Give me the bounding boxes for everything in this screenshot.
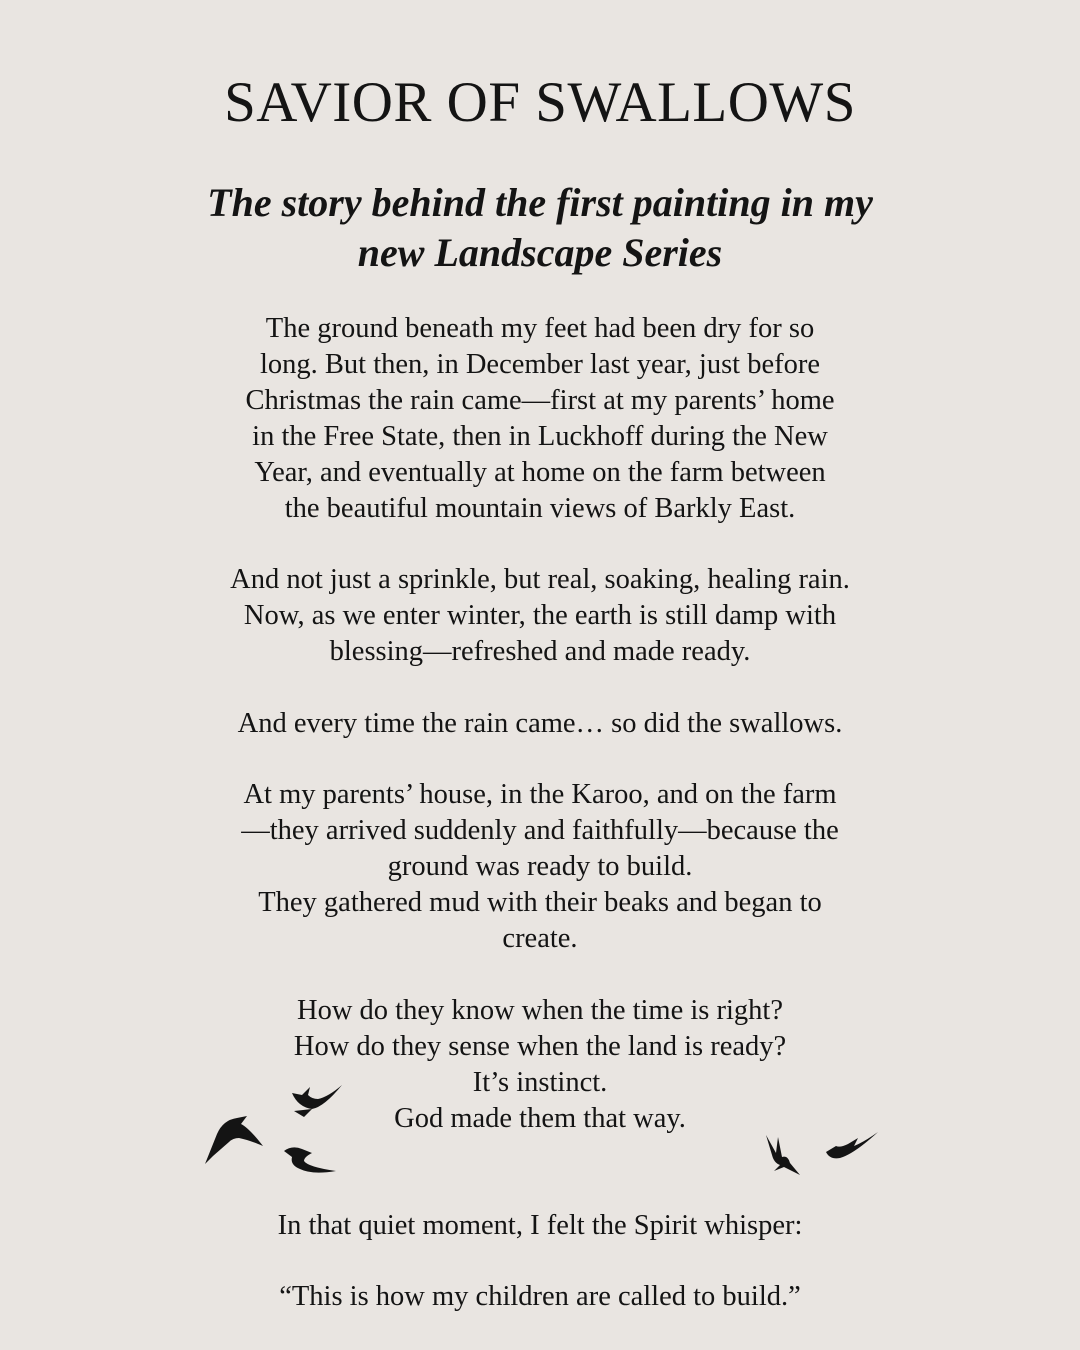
paragraph-they-arrived: [150, 777, 930, 957]
page-title: SAVIOR OF SWALLOWS: [224, 71, 856, 134]
text-line: And every time the rain came… so did the swallows.: [237, 708, 843, 739]
subtitle-line: new Landscape Series: [357, 230, 723, 275]
paragraph-healing-rain: [150, 562, 930, 670]
paragraph-spirit-whisper: [150, 1208, 930, 1244]
text-line: create.: [502, 923, 578, 954]
text-line: How do they sense when the land is ready?: [293, 1031, 787, 1062]
text-line: They gathered mud with their beaks and began to: [258, 887, 822, 918]
text-line: blessing—refreshed and made ready.: [329, 636, 751, 667]
text-line: ground was ready to build.: [387, 851, 693, 882]
swallow-silhouette-icon: [824, 1130, 880, 1162]
paragraph-swallows-came: [150, 706, 930, 742]
text-line: long. But then, in December last year, just before: [260, 349, 820, 380]
closing-quote: [150, 1279, 930, 1315]
swallow-silhouette-icon: [282, 1143, 338, 1175]
text-line: the beautiful mountain views of Barkly East.: [284, 493, 796, 524]
text-line: “This is how my children are called to build.”: [279, 1281, 801, 1312]
paragraph-instinct: [150, 993, 930, 1137]
text-line: It’s instinct.: [472, 1067, 608, 1098]
text-line: How do they know when the time is right?: [296, 995, 783, 1026]
subtitle-line: The story behind the first painting in my: [207, 180, 873, 225]
text-line: in the Free State, then in Luckhoff during the New: [252, 421, 828, 452]
text-line: And not just a sprinkle, but real, soaking, healing rain.: [230, 564, 850, 595]
paragraph-dry-ground: [150, 311, 930, 527]
text-line: —they arrived suddenly and faithfully—because the: [241, 815, 839, 846]
text-line: At my parents’ house, in the Karoo, and on the farm: [243, 779, 837, 810]
text-line: In that quiet moment, I felt the Spirit whisper:: [277, 1210, 803, 1241]
text-line: Christmas the rain came—first at my parents’ home: [245, 385, 835, 416]
text-line: God made them that way.: [394, 1103, 686, 1134]
text-line: Now, as we enter winter, the earth is still damp with: [243, 600, 837, 631]
text-line: Year, and eventually at home on the farm between: [254, 457, 826, 488]
text-line: The ground beneath my feet had been dry for so: [265, 313, 815, 344]
swallow-silhouette-icon: [203, 1112, 265, 1166]
subtitle: [140, 178, 940, 278]
swallow-silhouette-icon: [762, 1133, 804, 1177]
swallow-silhouette-icon: [290, 1083, 344, 1119]
